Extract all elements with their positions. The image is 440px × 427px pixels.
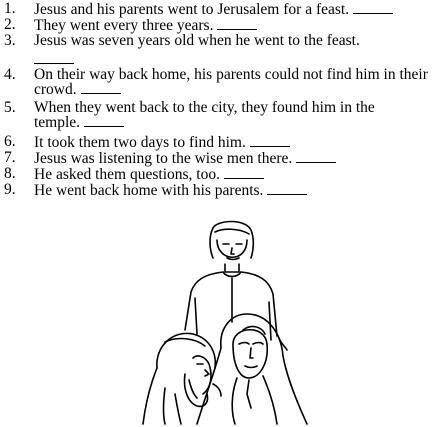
question-8 bbox=[4, 167, 436, 182]
answer-blank[interactable] bbox=[84, 115, 124, 127]
question-number: 3. bbox=[4, 32, 16, 49]
question-number: 1. bbox=[4, 0, 16, 17]
question-4 bbox=[4, 68, 436, 97]
question-number: 5. bbox=[4, 99, 16, 116]
question-3-blank bbox=[4, 52, 436, 67]
answer-blank[interactable] bbox=[296, 151, 336, 163]
family-illustration bbox=[135, 218, 325, 427]
question-number: 7. bbox=[4, 149, 16, 166]
answer-blank[interactable] bbox=[81, 82, 121, 94]
question-number: 6. bbox=[4, 133, 16, 150]
question-text: They went every three years. bbox=[34, 17, 214, 34]
question-7 bbox=[4, 151, 436, 166]
question-text: It took them two days to find him. bbox=[34, 134, 246, 151]
question-1 bbox=[4, 2, 436, 17]
question-text: Jesus and his parents went to Jerusalem for a feast. bbox=[34, 1, 350, 18]
question-text: When they went back to the city, they found him in the temple. bbox=[34, 99, 375, 131]
question-text: Jesus was listening to the wise men there. bbox=[34, 150, 293, 167]
answer-blank[interactable] bbox=[217, 18, 257, 30]
question-text: Jesus was seven years old when he went to the feast. bbox=[34, 32, 360, 49]
answer-blank[interactable] bbox=[353, 2, 393, 14]
question-number: 2. bbox=[4, 16, 16, 33]
question-text: He asked them questions, too. bbox=[34, 166, 220, 183]
question-number: 8. bbox=[4, 165, 16, 182]
question-number: 4. bbox=[4, 66, 16, 83]
question-6 bbox=[4, 135, 436, 150]
question-text: On their way back home, his parents could not find him in their crowd. bbox=[34, 66, 428, 98]
question-5 bbox=[4, 101, 436, 130]
question-number: 9. bbox=[4, 181, 16, 198]
question-text: He went back home with his parents. bbox=[34, 182, 264, 199]
question-3 bbox=[4, 34, 436, 48]
answer-blank[interactable] bbox=[34, 52, 74, 64]
answer-blank[interactable] bbox=[224, 167, 264, 179]
question-9 bbox=[4, 183, 436, 198]
answer-blank[interactable] bbox=[250, 135, 290, 147]
answer-blank[interactable] bbox=[267, 183, 307, 195]
question-2 bbox=[4, 18, 436, 33]
